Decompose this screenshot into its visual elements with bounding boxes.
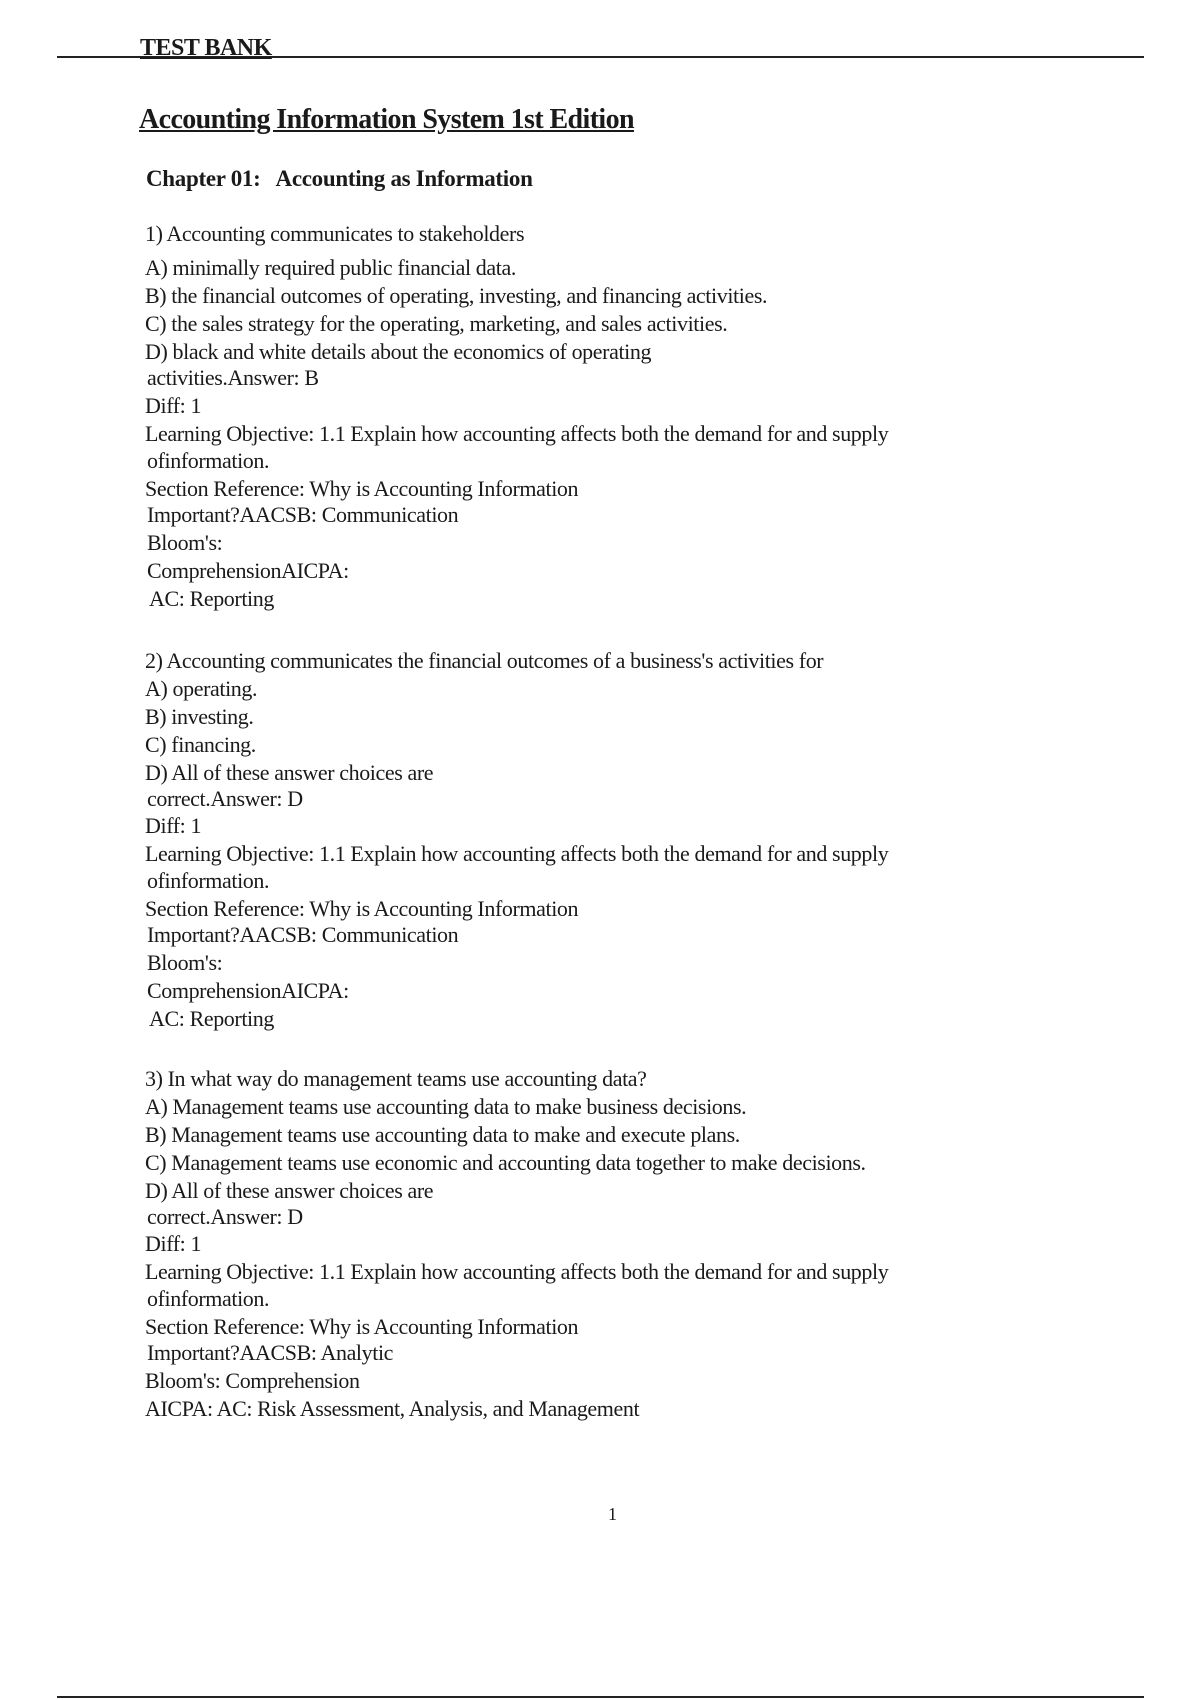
section-reference-cont: Important?AACSB: Communication (147, 502, 459, 527)
choice-b: B) investing. (145, 704, 254, 729)
choice-c: C) financing. (145, 732, 256, 757)
choice-b: B) Management teams use accounting data to make and execute plans. (145, 1122, 740, 1147)
learning-objective: Learning Objective: 1.1 Explain how accounting affects both the demand for and supply (145, 841, 889, 866)
section-reference-cont: Important?AACSB: Analytic (147, 1340, 394, 1365)
question-stem: 3) In what way do management teams use accounting data? (145, 1066, 647, 1091)
page-number: 1 (608, 1504, 617, 1524)
aicpa-value: AC: Reporting (149, 586, 274, 611)
learning-objective: Learning Objective: 1.1 Explain how accounting affects both the demand for and supply (145, 421, 889, 446)
test-bank-label: TEST BANK (140, 35, 272, 61)
blooms-value: ComprehensionAICPA: (147, 558, 349, 583)
question-stem: 1) Accounting communicates to stakeholders (145, 221, 525, 246)
answer-line: correct.Answer: D (147, 1204, 303, 1229)
section-reference-cont: Important?AACSB: Communication (147, 922, 459, 947)
answer-line: correct.Answer: D (147, 786, 303, 811)
choice-c: C) Management teams use economic and accounting data together to make decisions. (145, 1150, 866, 1175)
blooms-value: ComprehensionAICPA: (147, 978, 349, 1003)
choice-a: A) Management teams use accounting data to make business decisions. (145, 1094, 747, 1119)
chapter-heading: Chapter 01: Accounting as Information (146, 166, 533, 191)
blooms-label: Bloom's: (147, 530, 223, 555)
learning-objective-cont: ofinformation. (147, 1286, 270, 1311)
section-reference: Section Reference: Why is Accounting Information (145, 896, 579, 921)
difficulty: Diff: 1 (145, 1231, 202, 1256)
learning-objective-cont: ofinformation. (147, 448, 270, 473)
choice-d: D) All of these answer choices are (145, 760, 434, 785)
question-stem: 2) Accounting communicates the financial outcomes of a business's activities for (145, 648, 824, 673)
choice-a: A) operating. (145, 676, 258, 701)
document-title: Accounting Information System 1st Edition (139, 104, 634, 135)
aicpa-value: AC: Reporting (149, 1006, 274, 1031)
choice-d: D) All of these answer choices are (145, 1178, 434, 1203)
difficulty: Diff: 1 (145, 813, 202, 838)
choice-a: A) minimally required public financial data. (145, 255, 516, 280)
blooms-label: Bloom's: (147, 950, 223, 975)
answer-line: activities.Answer: B (147, 365, 319, 390)
blooms-line: Bloom's: Comprehension (145, 1368, 360, 1393)
section-reference: Section Reference: Why is Accounting Information (145, 1314, 579, 1339)
section-reference: Section Reference: Why is Accounting Information (145, 476, 579, 501)
choice-b: B) the financial outcomes of operating, investing, and financing activities. (145, 283, 768, 308)
learning-objective: Learning Objective: 1.1 Explain how accounting affects both the demand for and supply (145, 1259, 889, 1284)
choice-c: C) the sales strategy for the operating, marketing, and sales activities. (145, 311, 728, 336)
difficulty: Diff: 1 (145, 393, 202, 418)
learning-objective-cont: ofinformation. (147, 868, 270, 893)
choice-d: D) black and white details about the economics of operating (145, 339, 652, 364)
footer-rule (57, 1696, 1144, 1698)
aicpa-line: AICPA: AC: Risk Assessment, Analysis, and Management (145, 1396, 640, 1421)
